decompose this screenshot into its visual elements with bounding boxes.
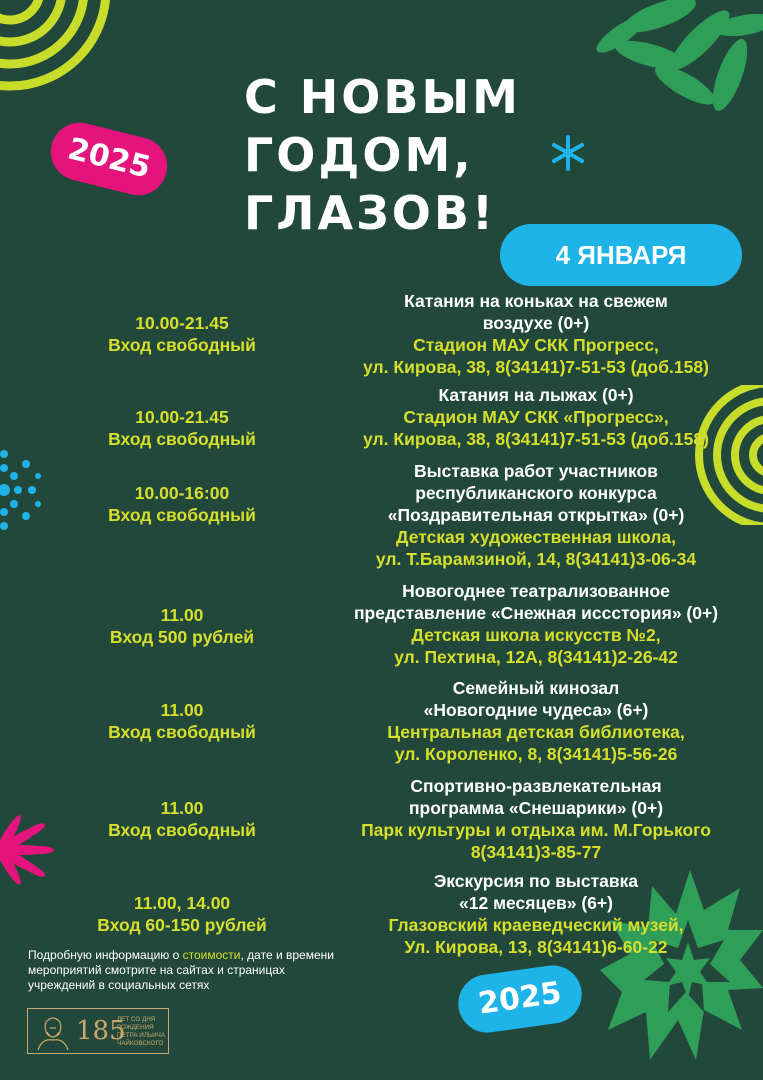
event-time-block <box>62 604 302 648</box>
year-badge: 2025 <box>45 117 174 202</box>
event-venue: ул. Пехтина, 12А, 8(34141)2-26-42 <box>394 647 678 667</box>
footnote-text: мероприятий смотрите на сайтах и страницах <box>28 963 285 977</box>
event-title: воздухе (0+) <box>482 313 590 333</box>
logo-line: ЧАЙКОВСКОГО <box>117 1040 164 1047</box>
event-details <box>318 290 754 378</box>
title-line: С НОВЫМ <box>244 70 521 124</box>
year-badge: 2025 <box>455 962 586 1037</box>
event-venue: Парк культуры и отдыха им. М.Горького <box>361 820 711 840</box>
event-title: республиканского конкурса <box>415 483 657 503</box>
event-time-block <box>62 482 302 526</box>
event-venue: Ул. Кирова, 13, 8(34141)6-60-22 <box>404 937 668 957</box>
footnote-text: учреждений в социальных сетях <box>28 978 210 992</box>
event-entry: Вход свободный <box>108 505 256 525</box>
event-venue: Глазовский краеведческий музей, <box>388 915 684 935</box>
event-title: программа «Снешарики» (0+) <box>408 798 664 818</box>
poster-title <box>244 68 521 242</box>
logo-line: ЛЕТ СО ДНЯ <box>117 1016 156 1023</box>
footnote-accent: стоимости <box>182 948 241 962</box>
event-venue: ул. Короленко, 8, 8(34141)5-56-26 <box>394 744 678 764</box>
event-entry: Вход свободный <box>108 820 256 840</box>
title-line: ГЛАЗОВ! <box>244 186 496 240</box>
event-entry: Вход свободный <box>108 335 256 355</box>
logo-line: ПЕТРА ИЛЬИЧА <box>117 1032 166 1039</box>
event-title: Экскурсия по выставка <box>433 871 639 891</box>
event-title: Катания на лыжах (0+) <box>438 385 634 405</box>
leaf-cluster-ornament <box>590 0 763 120</box>
title-line: ГОДОМ, <box>244 128 474 182</box>
event-entry: Вход свободный <box>108 722 256 742</box>
blue-burst-ornament <box>0 440 44 540</box>
event-time: 11.00 <box>160 798 204 818</box>
event-time-block <box>62 699 302 743</box>
event-title: Новогоднее театрализованное <box>402 581 670 601</box>
event-entry: Вход 500 рублей <box>109 627 255 647</box>
event-title: «12 месяцев» (6+) <box>459 893 613 913</box>
event-title: Семейный кинозал <box>452 678 620 698</box>
event-title: Спортивно-развлекательная <box>410 776 662 796</box>
event-entry: Вход свободный <box>108 429 256 449</box>
footnote <box>28 948 408 993</box>
lime-ring-ornament <box>0 0 150 110</box>
portrait-icon <box>32 1012 74 1050</box>
event-time-block <box>62 312 302 356</box>
event-title: «Новогодние чудеса» (6+) <box>423 700 649 720</box>
event-venue: Центральная детская библиотека, <box>387 722 685 742</box>
event-title: «Поздравительная открытка» (0+) <box>387 505 685 525</box>
event-entry: Вход 60-150 рублей <box>97 915 267 935</box>
event-time: 11.00 <box>160 605 204 625</box>
event-time-block <box>62 797 302 841</box>
date-badge: 4 ЯНВАРЯ <box>500 224 742 286</box>
event-venue: 8(34141)3-85-77 <box>470 842 602 862</box>
event-time-block <box>62 406 302 450</box>
event-details <box>318 460 754 570</box>
logo-caption <box>117 1016 165 1048</box>
event-time: 11.00 <box>160 700 204 720</box>
event-title: Выставка работ участников <box>414 461 658 481</box>
event-details <box>318 580 754 668</box>
event-details <box>318 775 754 863</box>
event-time: 11.00, 14.00 <box>133 893 231 913</box>
event-title: Катания на коньках на свежем <box>404 291 668 311</box>
tchaikovsky-185-logo <box>27 1008 169 1054</box>
footnote-text: , дате и времени <box>240 948 334 962</box>
footnote-text: Подробную информацию о <box>28 948 183 962</box>
event-details <box>318 384 754 450</box>
event-venue: ул. Кирова, 38, 8(34141)7-51-53 (доб.158) <box>363 429 709 449</box>
event-venue: Стадион МАУ СКК Прогресс, <box>413 335 659 355</box>
event-venue: ул. Кирова, 38, 8(34141)7-51-53 (доб.158) <box>363 357 709 377</box>
event-venue: Стадион МАУ СКК «Прогресс», <box>403 407 669 427</box>
event-venue: Детская школа искусств №2, <box>411 625 661 645</box>
event-venue: Детская художественная школа, <box>396 527 676 547</box>
event-time-block <box>62 892 302 936</box>
logo-line: РОЖДЕНИЯ <box>117 1024 154 1031</box>
pink-burst-ornament <box>0 785 70 915</box>
event-time: 10.00-21.45 <box>135 313 229 333</box>
snowflake-icon <box>548 133 588 173</box>
event-time: 10.00-16:00 <box>134 483 230 503</box>
event-venue: ул. Т.Барамзиной, 14, 8(34141)3-06-34 <box>375 549 697 569</box>
event-time: 10.00-21.45 <box>135 407 229 427</box>
event-details <box>318 870 754 958</box>
event-title: представление «Снежная иcсстория» (0+) <box>353 603 719 623</box>
event-details <box>318 677 754 765</box>
logo-number: 185 <box>76 1016 126 1046</box>
